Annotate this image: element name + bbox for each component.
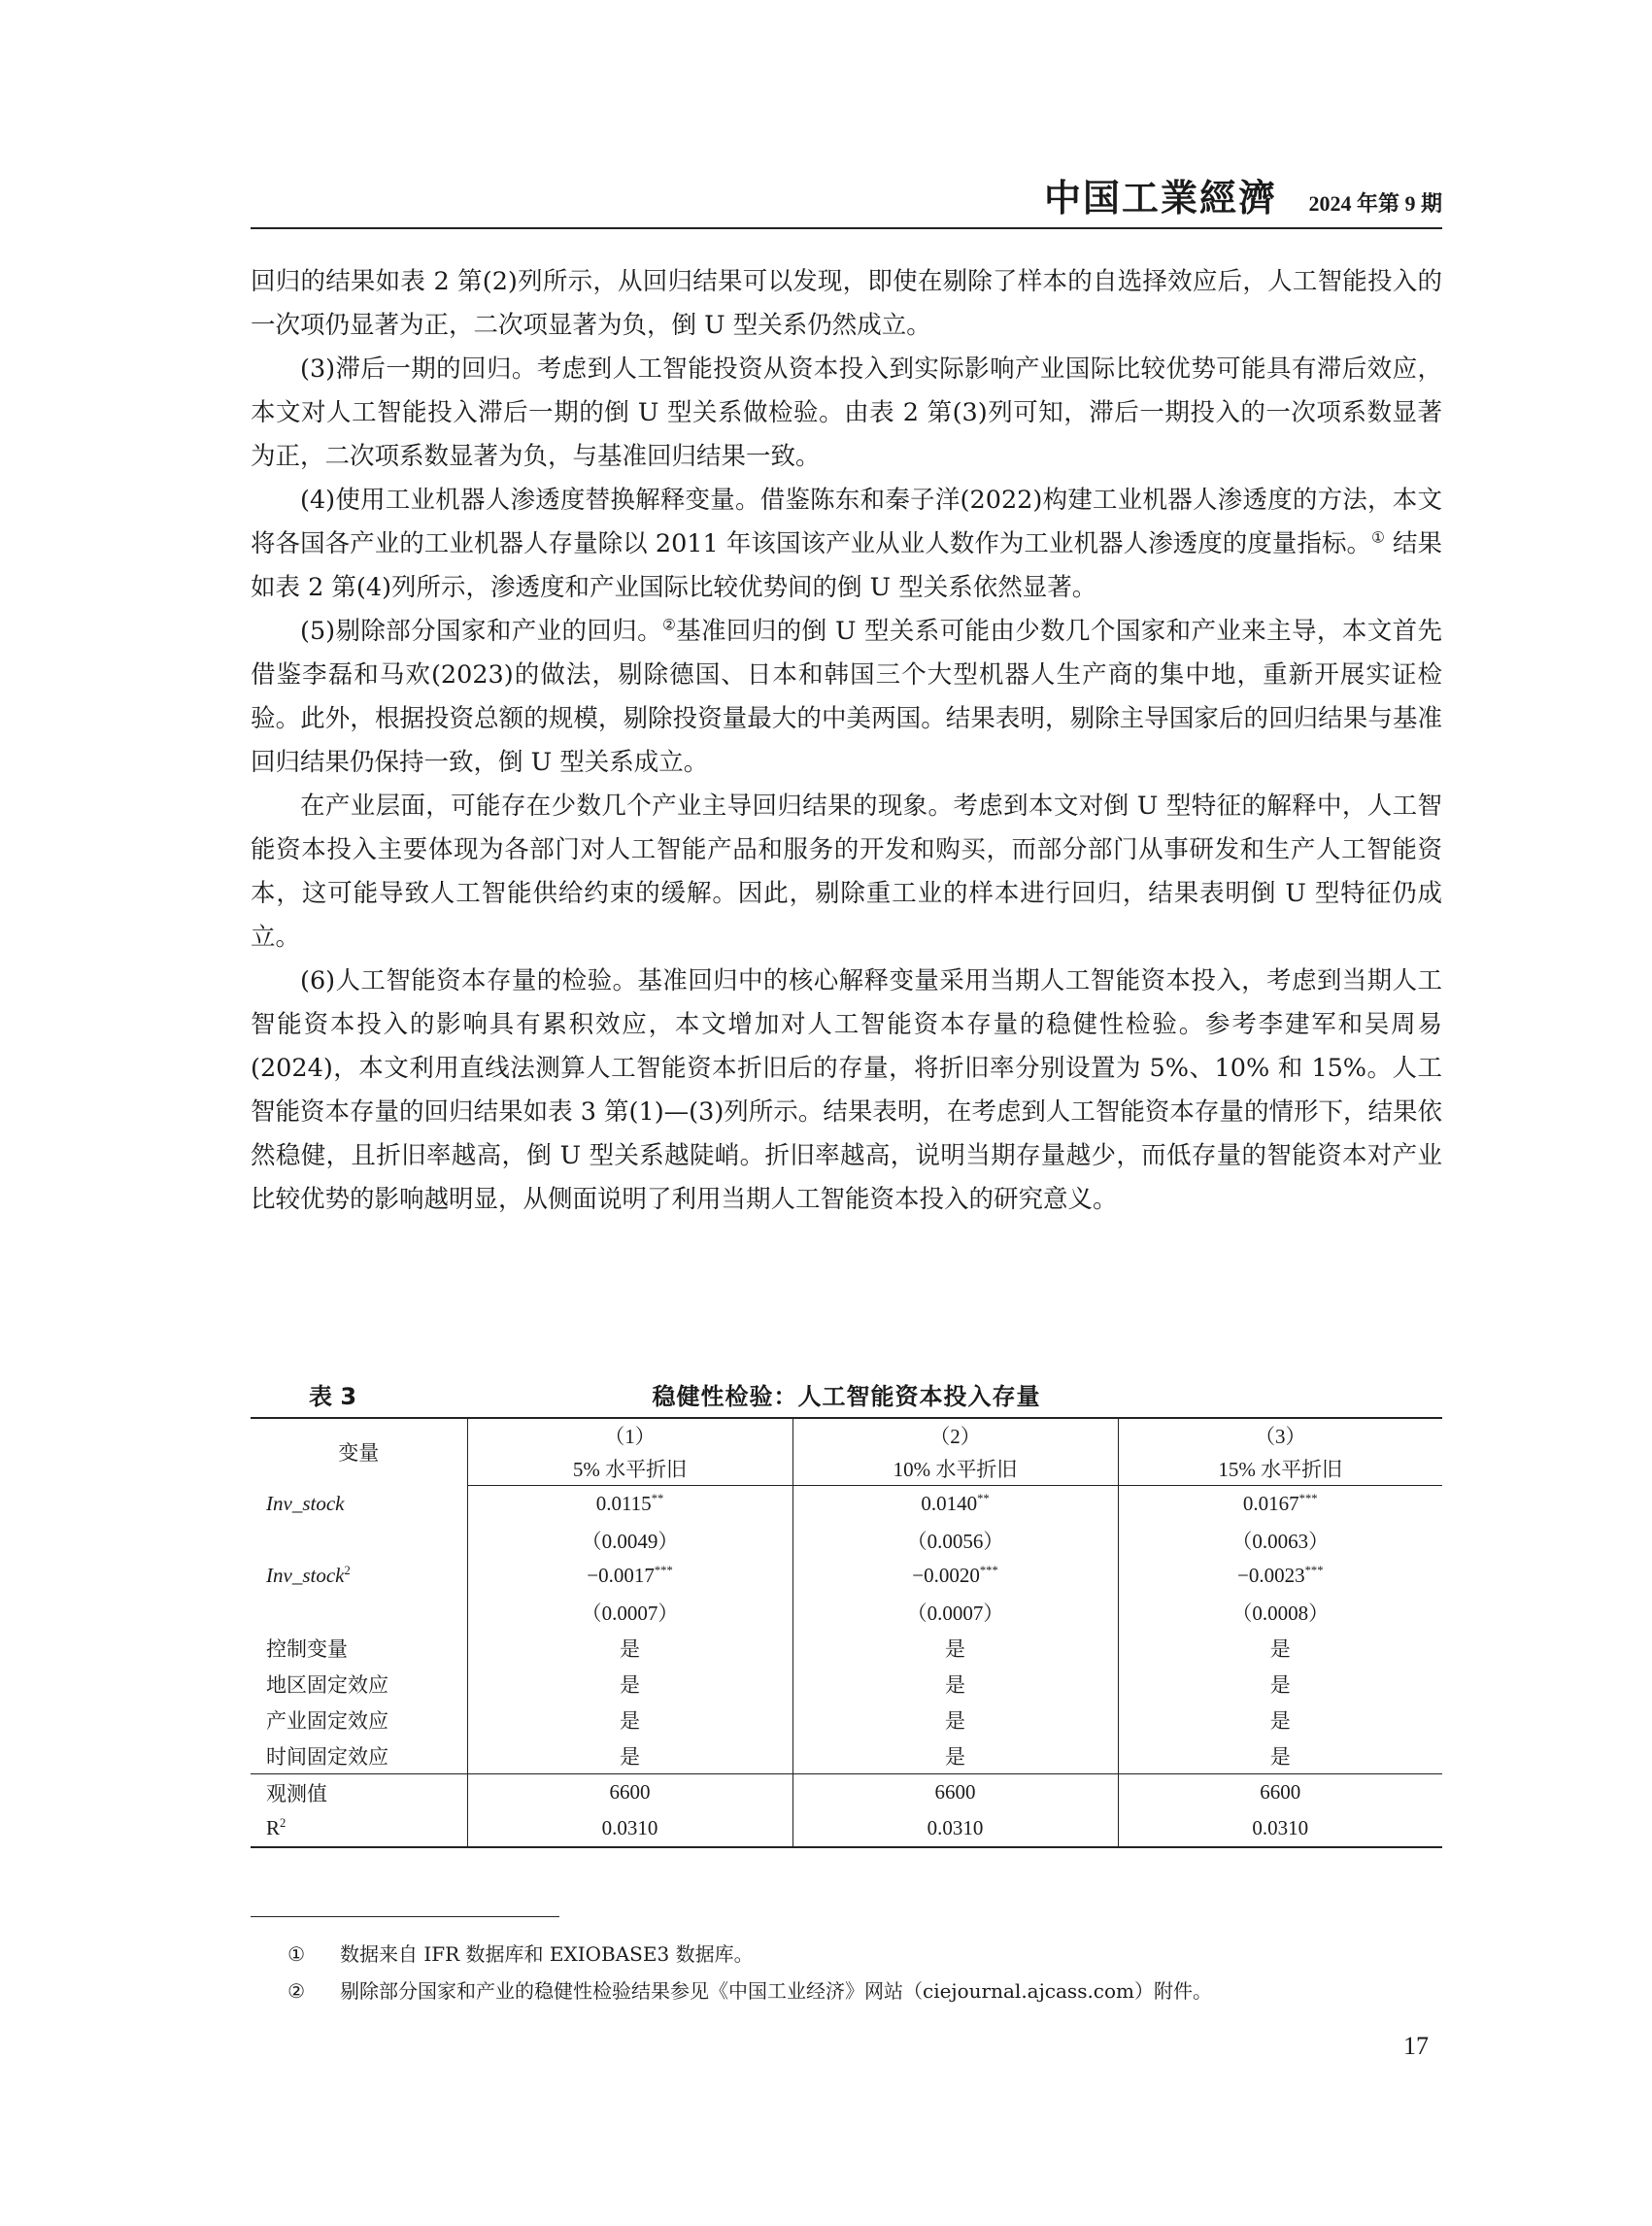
table-cell [467,1594,792,1630]
variable-name [251,1630,467,1666]
cell-value: （0.0063） [1231,1529,1330,1553]
significance-stars: *** [1304,1564,1324,1577]
table-cell [792,1558,1118,1594]
table-row [251,1666,1442,1702]
cell-value: （0.0008） [1231,1601,1330,1625]
cell-value: 0.0140 [921,1492,978,1515]
table-cell [467,1522,792,1558]
table-cell [792,1630,1118,1666]
table-cell [792,1522,1118,1558]
variable-name [251,1737,467,1774]
significance-stars: ** [651,1492,664,1505]
footnote-mark: ② [287,1979,305,2003]
table-cell [792,1666,1118,1702]
cell-value: −0.0020 [912,1564,980,1587]
table-cell [1118,1486,1442,1523]
paragraph [251,260,1442,348]
footnote-mark: ① [287,1942,305,1966]
table-cell [1118,1630,1442,1666]
cell-value: 是 [1269,1708,1291,1733]
variable-label: Inv_stock [266,1491,345,1515]
variable-label: 控制变量 [266,1636,348,1661]
paragraph-text: (3)滞后一期的回归。考虑到人工智能投资从资本投入到实际影响产业国际比较优势可能具有滞后效应，本文对人工智能投入滞后一期的倒 U 型关系做检验。由表 2 第(3)列可知，滞后一期投入的一次项系数显著为正，二次项系数显著为负，与基准回归结果一致。 [251,354,1442,471]
variable-superscript: 2 [280,1816,287,1830]
cell-value: 6600 [1260,1780,1301,1804]
cell-value: 0.0310 [601,1816,658,1839]
paragraph [251,610,1442,785]
paragraph-text: 基准回归的倒 U 型关系可能由少数几个国家和产业来主导，本文首先借鉴李磊和马欢(2023)的做法，剔除德国、日本和韩国三个大型机器人生产商的集中地，重新开展实证检验。此外，根据投资总额的规模，剔除投资量最大的中美两国。结果表明，剔除主导国家后的回归结果与基准回归结果仍保持一致，倒 U 型关系成立。 [251,617,1442,777]
cell-value: 是 [1269,1636,1291,1661]
variable-name [251,1666,467,1702]
table-label: 表 3 [309,1383,357,1410]
cell-value: 是 [945,1708,965,1733]
table-cell [1118,1702,1442,1737]
journal-name: 中国工業經濟 [1043,176,1277,219]
col-name: 10% 水平折旧 [792,1452,1118,1486]
cell-value: 是 [620,1708,640,1733]
significance-stars: *** [979,1564,998,1577]
paragraph-text: 结果如表 2 第(4)列所示，渗透度和产业国际比较优势间的倒 U 型关系依然显著。 [251,529,1442,602]
footnote-text: 数据来自 IFR 数据库和 EXIOBASE3 数据库。 [340,1942,754,1966]
paragraph [251,960,1442,1222]
cell-value: 0.0167 [1242,1492,1299,1515]
paragraph [251,785,1442,960]
footnote-ref: ① [1371,528,1385,547]
cell-value: 是 [620,1636,640,1661]
table-row [251,1774,1442,1811]
footnote-rule [251,1916,559,1917]
table-title [251,1377,1442,1412]
cell-value: −0.0017 [587,1564,655,1587]
cell-value: 0.0115 [595,1492,652,1515]
variable-name [251,1558,467,1594]
table-cell [467,1666,792,1702]
col-name: 5% 水平折旧 [467,1452,792,1486]
table-row [251,1702,1442,1737]
variable-label: 时间固定效应 [266,1744,388,1769]
cell-value: 是 [1269,1672,1291,1697]
table-row [251,1522,1442,1558]
cell-value: （0.0056） [906,1529,1004,1553]
table-row [251,1737,1442,1774]
var-header: 变量 [251,1418,467,1486]
running-header [251,177,1442,229]
table-cell [792,1737,1118,1774]
footnote-ref: ② [662,616,677,634]
table-cell [792,1594,1118,1630]
table-caption: 稳健性检验：人工智能资本投入存量 [652,1383,1041,1410]
variable-name [251,1702,467,1737]
paragraph [251,479,1442,610]
footnote [251,1973,1442,2009]
variable-label: 产业固定效应 [266,1708,388,1733]
col-num: （1） [467,1418,792,1452]
significance-stars: *** [1298,1492,1318,1505]
variable-name [251,1594,467,1630]
variable-label: Inv_stock [266,1564,345,1587]
body-text [251,260,1442,1222]
significance-stars: ** [977,1492,990,1505]
table-row [251,1594,1442,1630]
table-cell [467,1774,792,1811]
cell-value: 是 [620,1744,640,1769]
table-row [251,1558,1442,1594]
table-cell [467,1630,792,1666]
table-cell [1118,1558,1442,1594]
cell-value: 6600 [934,1780,976,1804]
table-cell [1118,1522,1442,1558]
table-cell [467,1486,792,1523]
table-row [251,1486,1442,1523]
cell-value: −0.0023 [1237,1564,1305,1587]
table-body [251,1486,1442,1848]
table-cell [1118,1666,1442,1702]
paragraph-text: 在产业层面，可能存在少数几个产业主导回归结果的现象。考虑到本文对倒 U 型特征的解释中，人工智能资本投入主要体现为各部门对人工智能产品和服务的开发和购买，而部分部门从事研发和生产人工智能资本，这可能导致人工智能供给约束的缓解。因此，剔除重工业的样本进行回归，结果表明倒 U 型特征仍成立。 [251,792,1442,952]
variable-name [251,1522,467,1558]
table-cell [792,1486,1118,1523]
table-row [251,1630,1442,1666]
table-cell [1118,1594,1442,1630]
table-cell [792,1702,1118,1737]
variable-label: R [266,1816,281,1839]
paragraph-text: (4)使用工业机器人渗透度替换解释变量。借鉴陈东和秦子洋(2022)构建工业机器人渗透度的方法，本文将各国各产业的工业机器人存量除以 2011 年该国该产业从业人数作为工业机器人渗透度的度量指标。 [251,486,1442,558]
variable-label: 观测值 [266,1781,327,1805]
paragraph-text: 回归的结果如表 2 第(2)列所示，从回归结果可以发现，即使在剔除了样本的自选择效应后，人工智能投入的一次项仍显著为正，二次项显著为负，倒 U 型关系仍然成立。 [251,267,1442,340]
col-num: （3） [1118,1418,1442,1452]
cell-value: 是 [945,1672,965,1697]
variable-name [251,1774,467,1811]
cell-value: 0.0310 [927,1816,984,1839]
col-name: 15% 水平折旧 [1118,1452,1442,1486]
table-cell [467,1810,792,1847]
table-cell [467,1558,792,1594]
table-cell [1118,1810,1442,1847]
variable-name [251,1486,467,1523]
table-row [251,1810,1442,1847]
table-cell [792,1774,1118,1811]
variable-name [251,1810,467,1847]
cell-value: 是 [945,1744,965,1769]
page-number: 17 [1403,2032,1429,2060]
paragraph-text: (5)剔除部分国家和产业的回归。 [300,617,663,646]
cell-value: （0.0007） [581,1601,679,1625]
table-cell [467,1737,792,1774]
footnotes [251,1936,1442,2009]
paragraph [251,348,1442,479]
cell-value: 是 [1269,1744,1291,1769]
cell-value: 是 [620,1672,640,1697]
table-cell [1118,1774,1442,1811]
table-cell [792,1810,1118,1847]
issue-number: 2024 年第 9 期 [1308,191,1442,216]
cell-value: 6600 [609,1780,651,1804]
table-cell [467,1702,792,1737]
variable-superscript: 2 [344,1564,351,1577]
col-num: （2） [792,1418,1118,1452]
footnote-text: 剔除部分国家和产业的稳健性检验结果参见《中国工业经济》网站（ciejournal.ajcass.com）附件。 [340,1979,1213,2003]
cell-value: （0.0049） [581,1529,679,1553]
paragraph-text: (6)人工智能资本存量的检验。基准回归中的核心解释变量采用当期人工智能资本投入，考虑到当期人工智能资本投入的影响具有累积效应，本文增加对人工智能资本存量的稳健性检验。参考李建军和吴周易(2024)，本文利用直线法测算人工智能资本折旧后的存量，将折旧率分别设置为 5%、10% 和 15%。人工智能资本存量的回归结果如表 3 第(1)—(3)列所示。结果表明，在考虑到人工智能资本存量的情形下，结果依然稳健，且折旧率越高，倒 U 型关系越陡峭。折旧率越高，说明当期存量越少，而低存量的智能资本对产业比较优势的影响越明显，从侧面说明了利用当期人工智能资本投入的研究意义。 [251,966,1442,1214]
footnote [251,1936,1442,1973]
cell-value: 是 [945,1636,965,1661]
significance-stars: *** [654,1564,673,1577]
table-cell [1118,1737,1442,1774]
cell-value: 0.0310 [1252,1816,1309,1839]
variable-label: 地区固定效应 [266,1672,388,1697]
cell-value: （0.0007） [906,1601,1004,1625]
results-table [251,1417,1442,1848]
